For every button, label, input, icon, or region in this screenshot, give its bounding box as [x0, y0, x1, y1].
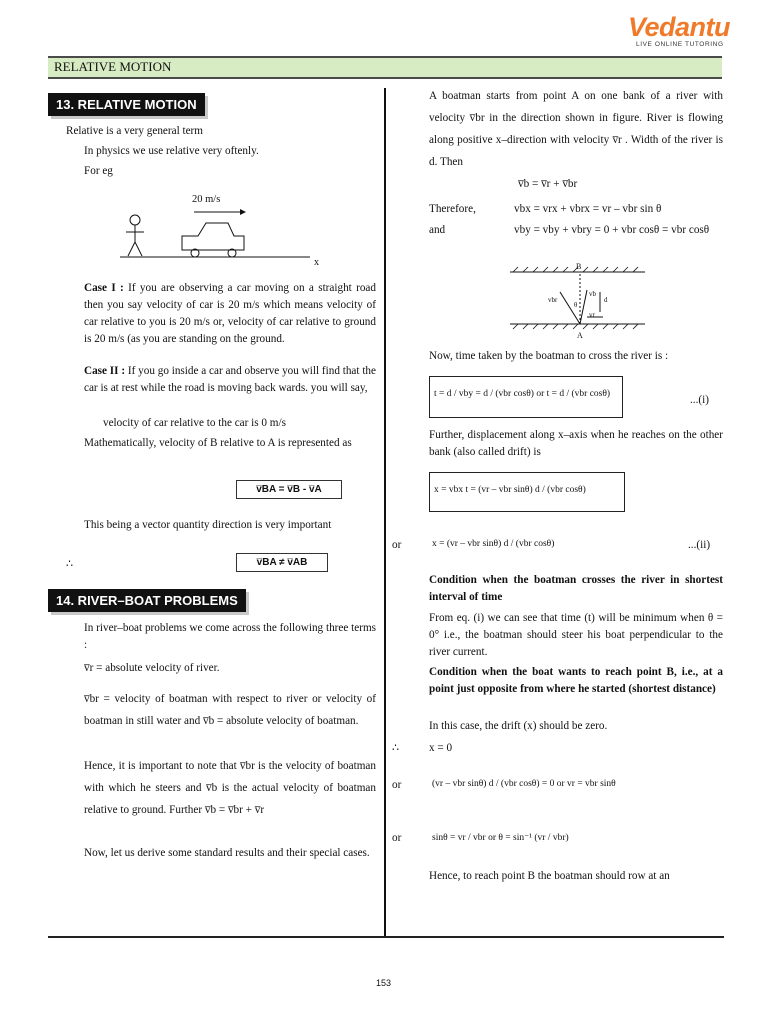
eq-x-zero: x = 0 — [429, 742, 453, 754]
derive-text: Now, let us derive some standard results and their special cases. — [84, 847, 370, 859]
therefore-label: Therefore, — [429, 203, 476, 215]
case-1-label: Case I : — [84, 282, 124, 294]
person-head — [130, 215, 140, 225]
point-b-label: B — [576, 262, 582, 271]
therefore-symbol-2: ∴ — [392, 742, 400, 754]
river-boat-intro: In river–boat problems we come across the following three terms : — [84, 622, 376, 651]
or-label-3: or — [392, 832, 402, 844]
time-equation: t = d / vby = d / (vbr cosθ) or t = d / (vbr cosθ) — [434, 389, 611, 399]
relative-line-3: For eg — [84, 165, 113, 177]
section-14-heading: 14. RIVER–BOAT PROBLEMS — [48, 589, 246, 612]
equation-vba: v̅BA = v̅B - v̅A — [236, 480, 342, 499]
vr-label: vr — [589, 311, 595, 319]
section-13-heading: 13. RELATIVE MOTION — [48, 93, 205, 116]
vb-arrow — [580, 290, 587, 324]
case-1-paragraph — [84, 280, 376, 348]
relative-intro: Relative is a very general term — [66, 125, 203, 137]
vb-label: vb — [589, 290, 596, 298]
bottom-rule — [48, 936, 724, 938]
boatman-intro: A boatman starts from point A on one bank of a river with velocity v̅br in the direction shown in figure. River is flowing along positive x–direction with velocity v̅r . Width of the river is d. Then — [429, 90, 723, 168]
case-1-text: If you are observing a car moving on a straight road then you say velocity of car is 20 m/s which means velocity of car relative to you is 20 m/s or, velocity of car relative to ground is 20 m/s (as you are standing on the ground. — [84, 282, 376, 345]
term-vbr: v̅br = velocity of boatman with respect to river or velocity of boatman in still water and v̅b = absolute velocity of boatman. — [84, 693, 376, 727]
or-label-1: or — [392, 539, 402, 551]
eq-ii-tag: ...(ii) — [688, 539, 711, 551]
condition-shortest-time: Condition when the boatman crosses the river in shortest interval of time — [429, 574, 723, 603]
car-speed-label: 20 m/s — [192, 194, 221, 205]
row-direction-text: Hence, to reach point B the boatman should row at an — [429, 870, 670, 882]
drift-zero-text: In this case, the drift (x) should be zero. — [429, 720, 608, 732]
person-leg-right — [135, 242, 142, 256]
relative-line-2: In physics we use relative very oftenly. — [84, 145, 259, 157]
drift-text: Further, displacement along x–axis when he reaches on the other bank (also called drift) is — [429, 429, 723, 458]
river-figure — [505, 262, 650, 342]
case-2-continuation: velocity of car relative to the car is 0 m/s — [103, 417, 286, 429]
column-divider — [384, 88, 386, 936]
case-2-label: Case II : — [84, 365, 126, 377]
condition-equation: (vr – vbr sinθ) d / (vbr cosθ) = 0 or vr = vbr sinθ — [432, 779, 616, 789]
d-label: d — [604, 296, 608, 304]
page-number: 153 — [376, 978, 392, 988]
vbr-label: vbr — [548, 296, 558, 304]
vedantu-logo — [628, 12, 730, 48]
logo-brand: Vedantu — [628, 12, 731, 42]
case-2-paragraph — [84, 363, 376, 397]
point-a-label: A — [577, 331, 583, 340]
term-vr: v̅r = absolute velocity of river. — [84, 662, 220, 674]
and-label: and — [429, 224, 446, 236]
vector-direction-text: This being a vector quantity direction is very important — [84, 519, 332, 531]
person-leg-left — [128, 242, 135, 256]
eq-vby: vby = vby + vbry = 0 + vbr cosθ = vbr cosθ — [514, 224, 710, 236]
eq-vb: v̅b = v̅r + v̅br — [518, 178, 578, 190]
theta-equation: sinθ = vr / vbr or θ = sin⁻¹ (vr / vbr) — [432, 833, 569, 843]
eq-i-tag: ...(i) — [690, 394, 709, 406]
axis-x-label: x — [314, 257, 319, 268]
equation-vba-neq-vab: v̅BA ≠ v̅AB — [236, 553, 328, 572]
drift-equation-box — [429, 472, 625, 512]
time-equation-box — [429, 376, 623, 418]
or-label-2: or — [392, 779, 402, 791]
chapter-banner — [48, 56, 722, 79]
term-note: Hence, it is important to note that v̅br is the velocity of boatman with which he steers and v̅b is the actual velocity of boatman relative to ground. Further v̅b = v̅br + v̅r — [84, 760, 376, 816]
car-body — [182, 223, 244, 250]
chapter-title: RELATIVE MOTION — [54, 59, 172, 74]
drift-equation-2: x = (vr – vbr sinθ) d / (vbr cosθ) — [432, 539, 555, 549]
case-2-text: If you go inside a car and observe you will find that the car is at rest while the road is moving back wards. you will say, — [84, 365, 376, 394]
mathematical-text: Mathematically, velocity of B relative to A is represented as — [84, 437, 352, 449]
eq-vbx: vbx = vrx + vbrx = vr – vbr sin θ — [514, 203, 662, 215]
therefore-symbol: ∴ — [66, 558, 74, 570]
drift-equation: x = vbx t = (vr – vbr sinθ) d / (vbr cosθ) — [434, 485, 586, 495]
shortest-time-text: From eq. (i) we can see that time (t) will be minimum when θ = 0° i.e., the boatman should steer his boat perpendicular to the river current. — [429, 612, 723, 658]
condition-shortest-distance: Condition when the boat wants to reach point B, i.e., at a point just opposite from where he started (shortest distance) — [429, 666, 723, 695]
velocity-arrowhead — [240, 209, 246, 215]
logo-tagline: LIVE ONLINE TUTORING — [636, 41, 724, 48]
theta-label: θ — [574, 301, 578, 309]
time-taken-text: Now, time taken by the boatman to cross the river is : — [429, 350, 669, 362]
